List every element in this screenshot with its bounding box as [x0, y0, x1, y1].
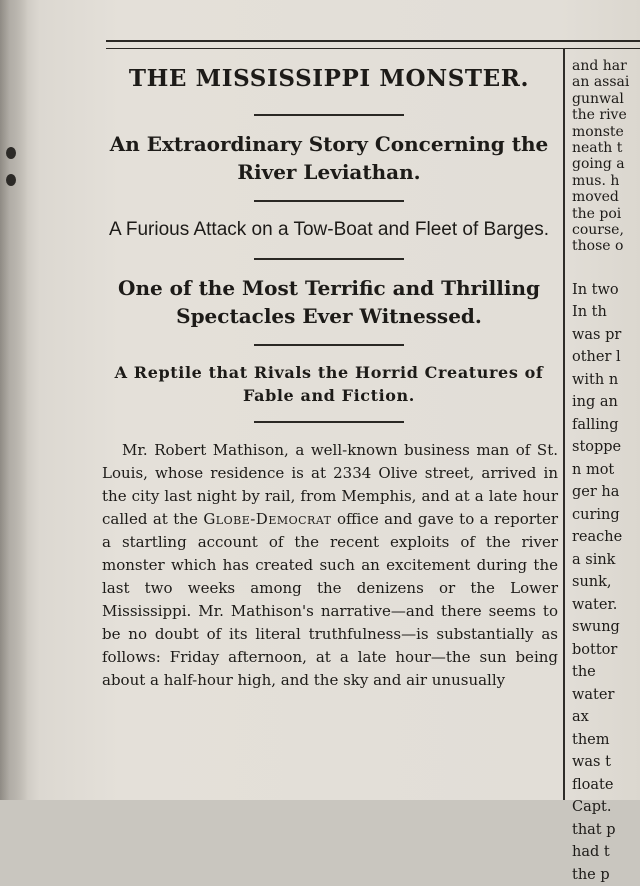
adjacent-column-line: water.	[572, 596, 618, 613]
adjacent-column-line: curing	[572, 506, 620, 523]
adjacent-column-line: In th	[572, 304, 607, 321]
adjacent-column-block-two	[572, 279, 640, 886]
adjacent-column-line: an assai	[572, 74, 630, 91]
adjacent-column-line: moved	[572, 189, 619, 206]
adjacent-column-line: the poi	[572, 205, 622, 222]
adjacent-column-line: mus. h	[572, 172, 620, 189]
adjacent-column-line: the rive	[572, 107, 627, 124]
adjacent-column-line: gunwal	[572, 90, 624, 107]
headline-separator	[254, 114, 404, 116]
deck-separator	[254, 258, 404, 260]
adjacent-column-line: water	[572, 686, 615, 703]
adjacent-column-line: reache	[572, 529, 623, 546]
body-text-start: Mr. Robert Mathison, a well-known business man of St. Louis, whose residence is at 2334 Olive street, arrived in the city last night by rail, from Memphis, and at a late hour called at the	[102, 441, 558, 528]
adjacent-column-line: neath t	[572, 140, 623, 157]
adjacent-column-line: bottor	[572, 641, 618, 658]
deck-separator	[254, 344, 404, 346]
column-rule	[563, 48, 565, 800]
article-column	[96, 56, 562, 692]
adjacent-column-line: and har	[572, 58, 627, 74]
adjacent-column-line: was t	[572, 754, 611, 771]
deck-four: A Reptile that Rivals the Horrid Creatures of Fable and Fiction.	[114, 363, 544, 405]
article-body	[102, 439, 558, 692]
adjacent-column-line: n mot	[572, 461, 615, 478]
adjacent-column-line: monste	[572, 123, 624, 140]
adjacent-column-line: In two	[572, 281, 619, 298]
page-fold-shadow	[0, 0, 28, 800]
adjacent-column-line: that p	[572, 821, 616, 838]
adjacent-column-line: ing an	[572, 394, 618, 411]
adjacent-column	[572, 58, 640, 886]
adjacent-column-line: stoppe	[572, 439, 622, 456]
adjacent-column-line: Capt.	[572, 799, 612, 816]
adjacent-column-line: ger ha	[572, 484, 620, 501]
adjacent-column-line: them	[572, 731, 610, 748]
adjacent-column-line: was pr	[572, 326, 622, 343]
adjacent-column-line: swung	[572, 619, 620, 636]
deck-two: A Furious Attack on a Tow-Boat and Fleet of Barges.	[108, 219, 550, 240]
adjacent-column-line: the p	[572, 866, 610, 883]
article-headline: THE MISSISSIPPI MONSTER.	[128, 65, 530, 92]
binding-hole-mark	[6, 174, 16, 186]
deck-separator	[254, 200, 404, 202]
adjacent-column-line: a sink	[572, 551, 616, 568]
binding-hole-mark	[6, 147, 16, 159]
adjacent-column-line: the	[572, 664, 596, 681]
deck-one: An Extraordinary Story Concerning the River Leviathan.	[109, 132, 549, 184]
adjacent-column-line: with n	[572, 371, 619, 388]
newspaper-name: Globe-Democrat	[203, 510, 332, 528]
adjacent-column-line: floate	[572, 776, 614, 793]
adjacent-column-line: had t	[572, 844, 610, 861]
adjacent-column-line: those o	[572, 238, 624, 255]
top-double-rule	[106, 40, 640, 49]
body-text-continued: office and gave to a reporter a startling account of the recent exploits of the river monster which has created such an excitement during the last two weeks among the denizens or the Lower Mississippi. Mr. Mathison's narrative—and there seems to be no doubt of its literal truthfulness—is substantially as follows: Friday afternoon, at a late hour—the sun being about a half-hour high, and the sky and air unusually	[102, 510, 558, 689]
adjacent-column-line: sunk,	[572, 574, 612, 591]
adjacent-column-line: other l	[572, 349, 621, 366]
adjacent-column-block-one	[572, 58, 640, 255]
adjacent-column-line: going a	[572, 156, 625, 173]
adjacent-column-line: ax	[572, 709, 589, 726]
body-separator	[254, 421, 404, 423]
adjacent-column-line: course,	[572, 222, 624, 239]
adjacent-column-line: falling	[572, 416, 619, 433]
deck-three: One of the Most Terrific and Thrilling Spectacles Ever Witnessed.	[118, 276, 540, 328]
